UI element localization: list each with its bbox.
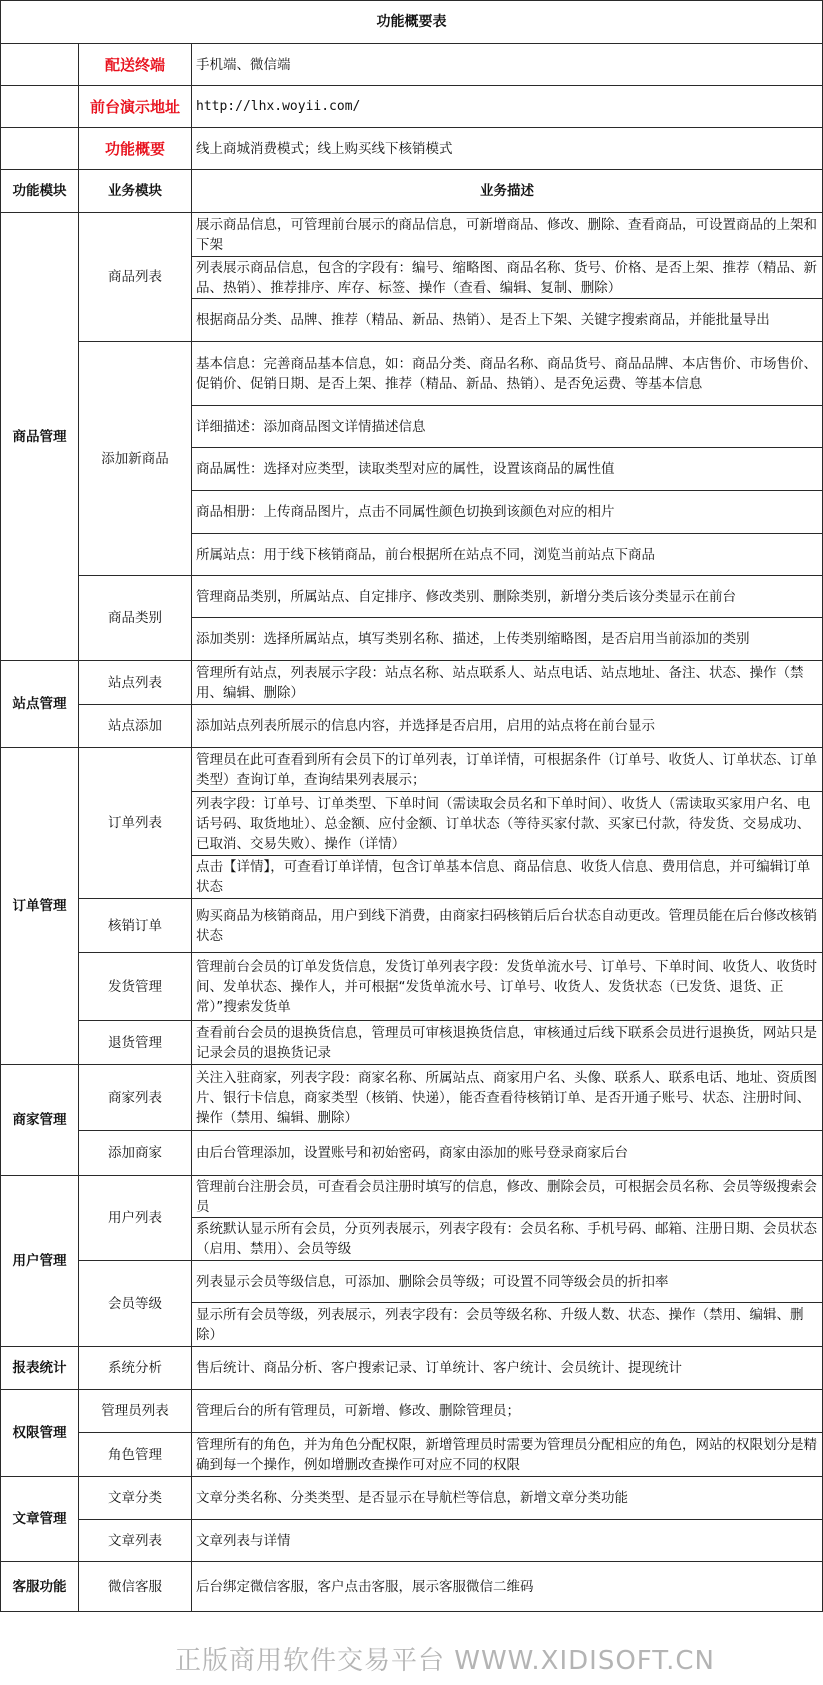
desc-cell: 详细描述：添加商品图文详情描述信息 xyxy=(192,406,823,448)
table-title-row xyxy=(1,1,823,44)
table-row xyxy=(1,748,823,792)
business-report: 系统分析 xyxy=(79,1347,192,1390)
business-site-list: 站点列表 xyxy=(79,661,192,705)
table-row xyxy=(1,1261,823,1303)
header-business: 业务模块 xyxy=(79,170,192,213)
header-desc: 业务描述 xyxy=(192,170,823,213)
desc-cell: 商品相册：上传商品图片，点击不同属性颜色切换到该颜色对应的相片 xyxy=(192,491,823,534)
desc-cell: 管理商品类别，所属站点、自定排序、修改类别、删除类别，新增分类后该分类显示在前台 xyxy=(192,576,823,618)
table-row xyxy=(1,1477,823,1520)
watermark: 正版商用软件交易平台 WWW.XIDISOFT.CN xyxy=(175,1646,715,1676)
module-merchant: 商家管理 xyxy=(1,1065,79,1176)
business-merchant-add: 添加商家 xyxy=(79,1131,192,1176)
desc-cell: 管理所有站点，列表展示字段：站点名称、站点联系人、站点电话、站点地址、备注、状态、操作（禁用、编辑、删除） xyxy=(192,661,823,705)
desc-cell: 列表显示会员等级信息，可添加、删除会员等级；可设置不同等级会员的折扣率 xyxy=(192,1261,823,1303)
desc-cell: 显示所有会员等级，列表展示，列表字段有：会员等级名称、升级人数、状态、操作（禁用、编辑、删除） xyxy=(192,1303,823,1347)
table-row xyxy=(1,576,823,618)
blank-cell xyxy=(1,128,79,170)
business-order-ship: 发货管理 xyxy=(79,953,192,1021)
terminal-value: 手机端、微信端 xyxy=(192,44,823,86)
table-row xyxy=(1,1065,823,1131)
desc-cell: 购买商品为核销商品，用户到线下消费，由商家扫码核销后后台状态自动更改。管理员能在后台修改核销状态 xyxy=(192,899,823,953)
desc-cell: 管理前台会员的订单发货信息，发货订单列表字段：发货单流水号、订单号、下单时间、收货人、收货时间、发单状态、操作人，并可根据“发货单流水号、订单号、收货人、发货状态（已发货、退货、正常）”搜索发货单 xyxy=(192,953,823,1021)
desc-cell: 文章分类名称、分类类型、是否显示在导航栏等信息，新增文章分类功能 xyxy=(192,1477,823,1520)
module-report: 报表统计 xyxy=(1,1347,79,1390)
desc-cell: 管理所有的角色，并为角色分配权限，新增管理员时需要为管理员分配相应的角色，网站的权限划分是精确到每一个操作，例如增删改查操作可对应不同的权限 xyxy=(192,1433,823,1477)
module-goods: 商品管理 xyxy=(1,213,79,661)
desc-cell: 由后台管理添加，设置账号和初始密码，商家由添加的账号登录商家后台 xyxy=(192,1131,823,1176)
module-user: 用户管理 xyxy=(1,1176,79,1347)
business-order-verify: 核销订单 xyxy=(79,899,192,953)
module-order: 订单管理 xyxy=(1,748,79,1065)
module-article: 文章管理 xyxy=(1,1477,79,1562)
table-row xyxy=(1,661,823,705)
desc-cell: 售后统计、商品分析、客户搜索记录、订单统计、客户统计、会员统计、提现统计 xyxy=(192,1347,823,1390)
module-site: 站点管理 xyxy=(1,661,79,748)
desc-cell: 管理前台注册会员，可查看会员注册时填写的信息，修改、删除会员，可根据会员名称、会员等级搜索会员 xyxy=(192,1176,823,1218)
desc-cell: 后台绑定微信客服，客户点击客服，展示客服微信二维码 xyxy=(192,1562,823,1612)
business-user-level: 会员等级 xyxy=(79,1261,192,1347)
business-perm-admin: 管理员列表 xyxy=(79,1390,192,1433)
header-row xyxy=(1,170,823,213)
desc-cell: 添加站点列表所展示的信息内容，并选择是否启用，启用的站点将在前台显示 xyxy=(192,705,823,748)
info-row-demo xyxy=(1,86,823,128)
table-row xyxy=(1,1131,823,1176)
desc-cell: 展示商品信息，可管理前台展示的商品信息，可新增商品、修改、删除、查看商品，可设置商品的上架和下架 xyxy=(192,213,823,257)
desc-cell: 系统默认显示所有会员，分页列表展示，列表字段有：会员名称、手机号码、邮箱、注册日期、会员状态（启用、禁用）、会员等级 xyxy=(192,1218,823,1261)
blank-cell xyxy=(1,86,79,128)
blank-cell xyxy=(1,44,79,86)
desc-cell: 列表展示商品信息，包含的字段有：编号、缩略图、商品名称、货号、价格、是否上架、推荐（精品、新品、热销）、推荐排序、库存、标签、操作（查看、编辑、复制、删除） xyxy=(192,257,823,299)
summary-label: 功能概要 xyxy=(79,128,192,170)
info-row-summary xyxy=(1,128,823,170)
table-row xyxy=(1,1347,823,1390)
header-module: 功能模块 xyxy=(1,170,79,213)
table-row xyxy=(1,953,823,1021)
info-row-terminal xyxy=(1,44,823,86)
table-row xyxy=(1,342,823,406)
table-row xyxy=(1,1562,823,1612)
desc-cell: 点击【详情】，可查看订单详情，包含订单基本信息、商品信息、收货人信息、费用信息，并可编辑订单状态 xyxy=(192,856,823,899)
business-article-list: 文章列表 xyxy=(79,1520,192,1562)
desc-cell: 商品属性：选择对应类型，读取类型对应的属性，设置该商品的属性值 xyxy=(192,448,823,491)
business-article-category: 文章分类 xyxy=(79,1477,192,1520)
desc-cell: 关注入驻商家，列表字段：商家名称、所属站点、商家用户名、头像、联系人、联系电话、地址、资质图片、银行卡信息，商家类型（核销、快递），能否查看待核销订单、是否开通子账号、状态、注册时间、操作（禁用、编辑、删除） xyxy=(192,1065,823,1131)
business-goods-add: 添加新商品 xyxy=(79,342,192,576)
table-row xyxy=(1,1520,823,1562)
desc-cell: 列表字段：订单号、订单类型、下单时间（需读取会员名和下单时间）、收货人（需读取买家用户名、电话号码、取货地址）、总金额、应付金额、订单状态（等待买家付款、买家已付款，待发货、交易成功、已取消、交易失败）、操作（详情） xyxy=(192,792,823,856)
business-user-list: 用户列表 xyxy=(79,1176,192,1261)
summary-value: 线上商城消费模式；线上购买线下核销模式 xyxy=(192,128,823,170)
desc-cell: 查看前台会员的退换货信息，管理员可审核退换货信息，审核通过后线下联系会员进行退换货，网站只是记录会员的退换货记录 xyxy=(192,1021,823,1065)
business-service: 微信客服 xyxy=(79,1562,192,1612)
table-row xyxy=(1,1021,823,1065)
table-row xyxy=(1,705,823,748)
desc-cell: 根据商品分类、品牌、推荐（精品、新品、热销）、是否上下架、关键字搜索商品，并能批量导出 xyxy=(192,299,823,342)
business-site-add: 站点添加 xyxy=(79,705,192,748)
table-row xyxy=(1,1176,823,1218)
business-order-list: 订单列表 xyxy=(79,748,192,899)
demo-label: 前台演示地址 xyxy=(79,86,192,128)
terminal-label: 配送终端 xyxy=(79,44,192,86)
desc-cell: 添加类别：选择所属站点，填写类别名称、描述，上传类别缩略图，是否启用当前添加的类别 xyxy=(192,618,823,661)
module-perm: 权限管理 xyxy=(1,1390,79,1477)
business-goods-category: 商品类别 xyxy=(79,576,192,661)
desc-cell: 管理员在此可查看到所有会员下的订单列表，订单详情，可根据条件（订单号、收货人、订单状态、订单类型）查询订单，查询结果列表展示； xyxy=(192,748,823,792)
business-perm-role: 角色管理 xyxy=(79,1433,192,1477)
demo-url: http://lhx.woyii.com/ xyxy=(192,86,823,128)
desc-cell: 基本信息：完善商品基本信息，如：商品分类、商品名称、商品货号、商品品牌、本店售价、市场售价、促销价、促销日期、是否上架、推荐（精品、新品、热销）、是否免运费、等基本信息 xyxy=(192,342,823,406)
table-row xyxy=(1,899,823,953)
module-service: 客服功能 xyxy=(1,1562,79,1612)
table-row xyxy=(1,1433,823,1477)
table-title: 功能概要表 xyxy=(1,1,823,44)
desc-cell: 所属站点：用于线下核销商品，前台根据所在站点不同，浏览当前站点下商品 xyxy=(192,534,823,576)
business-goods-list: 商品列表 xyxy=(79,213,192,342)
table-row xyxy=(1,213,823,257)
desc-cell: 管理后台的所有管理员，可新增、修改、删除管理员； xyxy=(192,1390,823,1433)
business-order-return: 退货管理 xyxy=(79,1021,192,1065)
business-merchant-list: 商家列表 xyxy=(79,1065,192,1131)
table-row xyxy=(1,1390,823,1433)
desc-cell: 文章列表与详情 xyxy=(192,1520,823,1562)
